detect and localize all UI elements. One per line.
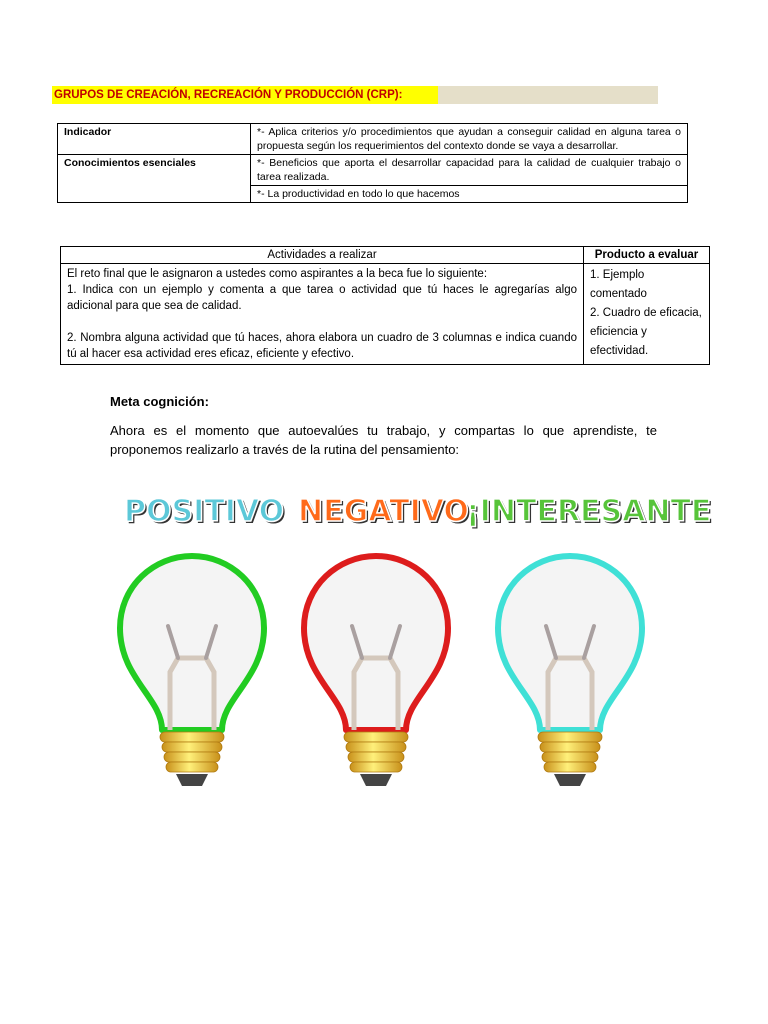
- table-row: [61, 264, 710, 365]
- row-text: *- La productividad en todo lo que hacemos: [251, 186, 688, 203]
- section-heading: GRUPOS DE CREACIÓN, RECREACIÓN Y PRODUCCIÓN (CRP):: [52, 86, 658, 104]
- header-product: Producto a evaluar: [584, 247, 710, 264]
- activities-table: [60, 246, 710, 365]
- meta-title: Meta cognición:: [110, 394, 209, 409]
- green-lightbulb-icon: [112, 548, 272, 796]
- cyan-lightbulb-icon: [490, 548, 650, 796]
- indicator-table: [57, 123, 688, 203]
- product-item-1: 1. Ejemplo comentado: [590, 269, 647, 300]
- table-row: [58, 124, 688, 155]
- red-lightbulb-icon: [296, 548, 456, 796]
- row-text: *- Aplica criterios y/o procedimientos que ayudan a conseguir calidad en alguna tarea o propuesta según los requerimientos del contexto donde se vaya a desarrollar.: [251, 124, 688, 155]
- activity-item-2: 2. Nombra alguna actividad que tú haces, ahora elabora un cuadro de 3 columnas e indica cuando tú al hacer esa actividad eres eficaz, eficiente y efectivo.: [67, 332, 577, 360]
- activities-cell: [61, 264, 584, 365]
- activity-item-1: 1. Indica con un ejemplo y comenta a que tarea o actividad que tú haces le agregarías algo adicional para que sea de calidad.: [67, 284, 577, 312]
- meta-text: Ahora es el momento que autoevalúes tu trabajo, y compartas lo que aprendiste, te proponemos realizarlo a través de la rutina del pensamiento:: [110, 423, 657, 457]
- interesante-word: ¡INTERESANTE: [466, 494, 712, 529]
- table-header-row: [61, 247, 710, 264]
- table-row: [58, 155, 688, 186]
- row-text: *- Beneficios que aporta el desarrollar capacidad para la calidad de cualquier trabajo o tarea realizada.: [251, 155, 688, 186]
- activities-intro: El reto final que le asignaron a ustedes como aspirantes a la beca fue lo siguiente:: [67, 268, 488, 280]
- positivo-word: POSITIVO: [124, 494, 285, 529]
- row-label: Indicador: [58, 124, 251, 155]
- header-activities: Actividades a realizar: [61, 247, 584, 264]
- negativo-word: NEGATIVO: [298, 494, 469, 529]
- row-label: Conocimientos esenciales: [58, 155, 251, 203]
- product-item-2: 2. Cuadro de eficacia, eficiencia y efectividad.: [590, 307, 702, 357]
- product-cell: [584, 264, 710, 365]
